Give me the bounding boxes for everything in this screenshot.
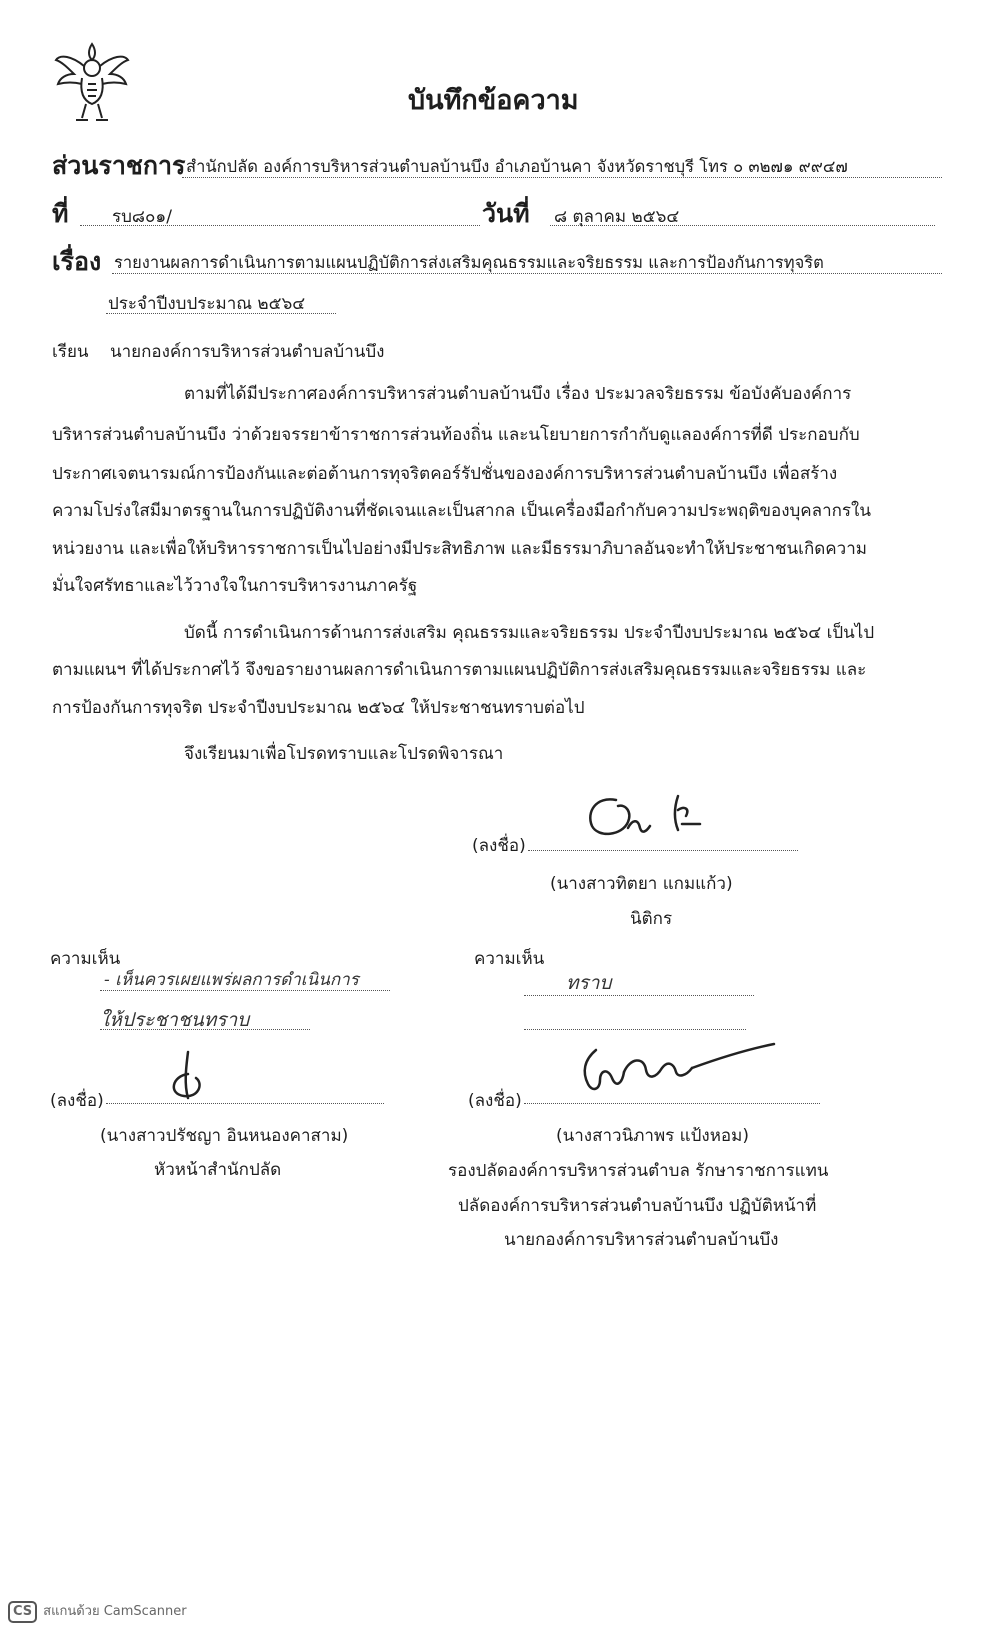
left-opinion-line-1: - เห็นควรเผยแพร่ผลการดำเนินการ — [104, 970, 359, 990]
document-title: บันทึกข้อความ — [408, 85, 579, 116]
right-opinion-label: ความเห็น — [474, 949, 545, 969]
para1-line-4: ความโปร่งใสมีมาตรฐานในการปฏิบัติงานที่ชัดเจนและเป็นสากล เป็นเครื่องมือกำกับความประพฤติของบุคลากรใน — [52, 501, 871, 521]
right-sign-line — [524, 1103, 820, 1104]
agency-dotted-line — [182, 177, 942, 178]
para2-line-2: ตามแผนฯ ที่ได้ประกาศไว้ จึงขอรายงานผลการดำเนินการตามแผนปฏิบัติการส่งเสริมคุณธรรมและจริยธรรม และ — [52, 660, 867, 680]
ref-value: รบ๘๐๑/ — [112, 207, 172, 227]
date-dotted-line — [550, 225, 935, 226]
right-position-1: รองปลัดองค์การบริหารส่วนตำบล รักษาราชการแทน — [448, 1161, 829, 1181]
camscanner-text: สแกนด้วย CamScanner — [43, 1604, 187, 1619]
ref-dotted-line — [80, 225, 480, 226]
to-value: นายกองค์การบริหารส่วนตำบลบ้านบึง — [110, 342, 385, 362]
agency-value: สำนักปลัด องค์การบริหารส่วนตำบลบ้านบึง อำเภอบ้านคา จังหวัดราชบุรี โทร ๐ ๓๒๗๑ ๙๙๔๗ — [186, 157, 848, 176]
subject-dotted-line-1 — [112, 273, 942, 274]
para2-line-3: การป้องกันการทุจริต ประจำปีงบประมาณ ๒๕๖๔ ให้ประชาชนทราบต่อไป — [52, 698, 585, 718]
subject-label: เรื่อง — [52, 247, 102, 276]
subject-line-2: ประจำปีงบประมาณ ๒๕๖๔ — [108, 294, 306, 314]
to-label: เรียน — [52, 342, 89, 362]
author-position: นิติกร — [630, 909, 673, 929]
para1-line-2: บริหารส่วนตำบลบ้านบึง ว่าด้วยจรรยาข้าราชการส่วนท้องถิ่น และนโยบายการกำกับดูแลองค์การที่ดี ประกอบกับ — [52, 425, 860, 445]
para1-line-1: ตามที่ได้มีประกาศองค์การบริหารส่วนตำบลบ้านบึง เรื่อง ประมวลจริยธรรม ข้อบังคับองค์การ — [184, 384, 852, 404]
author-sign-label: (ลงชื่อ) — [472, 836, 526, 856]
right-opinion-text: ทราบ — [566, 972, 612, 994]
left-opinion-label: ความเห็น — [50, 949, 121, 969]
left-name: (นางสาวปรัชญา อินหนองคาสาม) — [100, 1126, 349, 1146]
author-sign-line — [528, 850, 798, 851]
left-opinion-dotted-1 — [100, 990, 390, 991]
right-position-2: ปลัดองค์การบริหารส่วนตำบลบ้านบึง ปฏิบัติหน้าที่ — [458, 1196, 817, 1216]
left-sign-label: (ลงชื่อ) — [50, 1091, 104, 1111]
left-signature — [158, 1048, 228, 1104]
right-position-3: นายกองค์การบริหารส่วนตำบลบ้านบึง — [504, 1230, 779, 1250]
right-opinion-dotted-2 — [524, 1029, 746, 1030]
para2-line-1: บัดนี้ การดำเนินการด้านการส่งเสริม คุณธรรมและจริยธรรม ประจำปีงบประมาณ ๒๕๖๔ เป็นไป — [184, 623, 875, 643]
right-name: (นางสาวนิภาพร แป้งหอม) — [556, 1126, 749, 1146]
date-label: วันที่ — [482, 199, 530, 228]
left-opinion-dotted-2 — [100, 1029, 310, 1030]
subject-dotted-line-2 — [106, 313, 336, 314]
garuda-emblem-icon — [52, 38, 132, 130]
date-value: ๘ ตุลาคม ๒๕๖๔ — [554, 207, 680, 227]
right-signature — [574, 1042, 784, 1100]
left-sign-line — [106, 1103, 384, 1104]
closing-text: จึงเรียนมาเพื่อโปรดทราบและโปรดพิจารณา — [184, 744, 504, 764]
left-opinion-line-2: ให้ประชาชนทราบ — [100, 1009, 250, 1031]
para1-line-5: หน่วยงาน และเพื่อให้บริหารราชการเป็นไปอย่างมีประสิทธิภาพ และมีธรรมาภิบาลอันจะทำให้ประชาชนเกิดความ — [52, 539, 867, 559]
left-position: หัวหน้าสำนักปลัด — [154, 1160, 282, 1180]
author-signature — [582, 790, 712, 842]
para1-line-3: ประกาศเจตนารมณ์การป้องกันและต่อต้านการทุจริตคอร์รัปชั่นขององค์การบริหารส่วนตำบลบ้านบึง เพื่อสร้าง — [52, 464, 838, 484]
agency-label: ส่วนราชการ — [52, 151, 186, 180]
camscanner-watermark — [8, 1600, 187, 1623]
subject-line-1: รายงานผลการดำเนินการตามแผนปฏิบัติการส่งเสริมคุณธรรมและจริยธรรม และการป้องกันการทุจริต — [114, 253, 824, 272]
right-opinion-dotted-1 — [524, 995, 754, 996]
ref-label: ที่ — [52, 199, 69, 228]
right-sign-label: (ลงชื่อ) — [468, 1091, 522, 1111]
para1-line-6: มั่นใจศรัทธาและไว้วางใจในการบริหารงานภาครัฐ — [52, 576, 418, 596]
author-name: (นางสาวทิตยา แกมแก้ว) — [550, 874, 733, 894]
camscanner-logo-icon: CS — [8, 1601, 37, 1623]
